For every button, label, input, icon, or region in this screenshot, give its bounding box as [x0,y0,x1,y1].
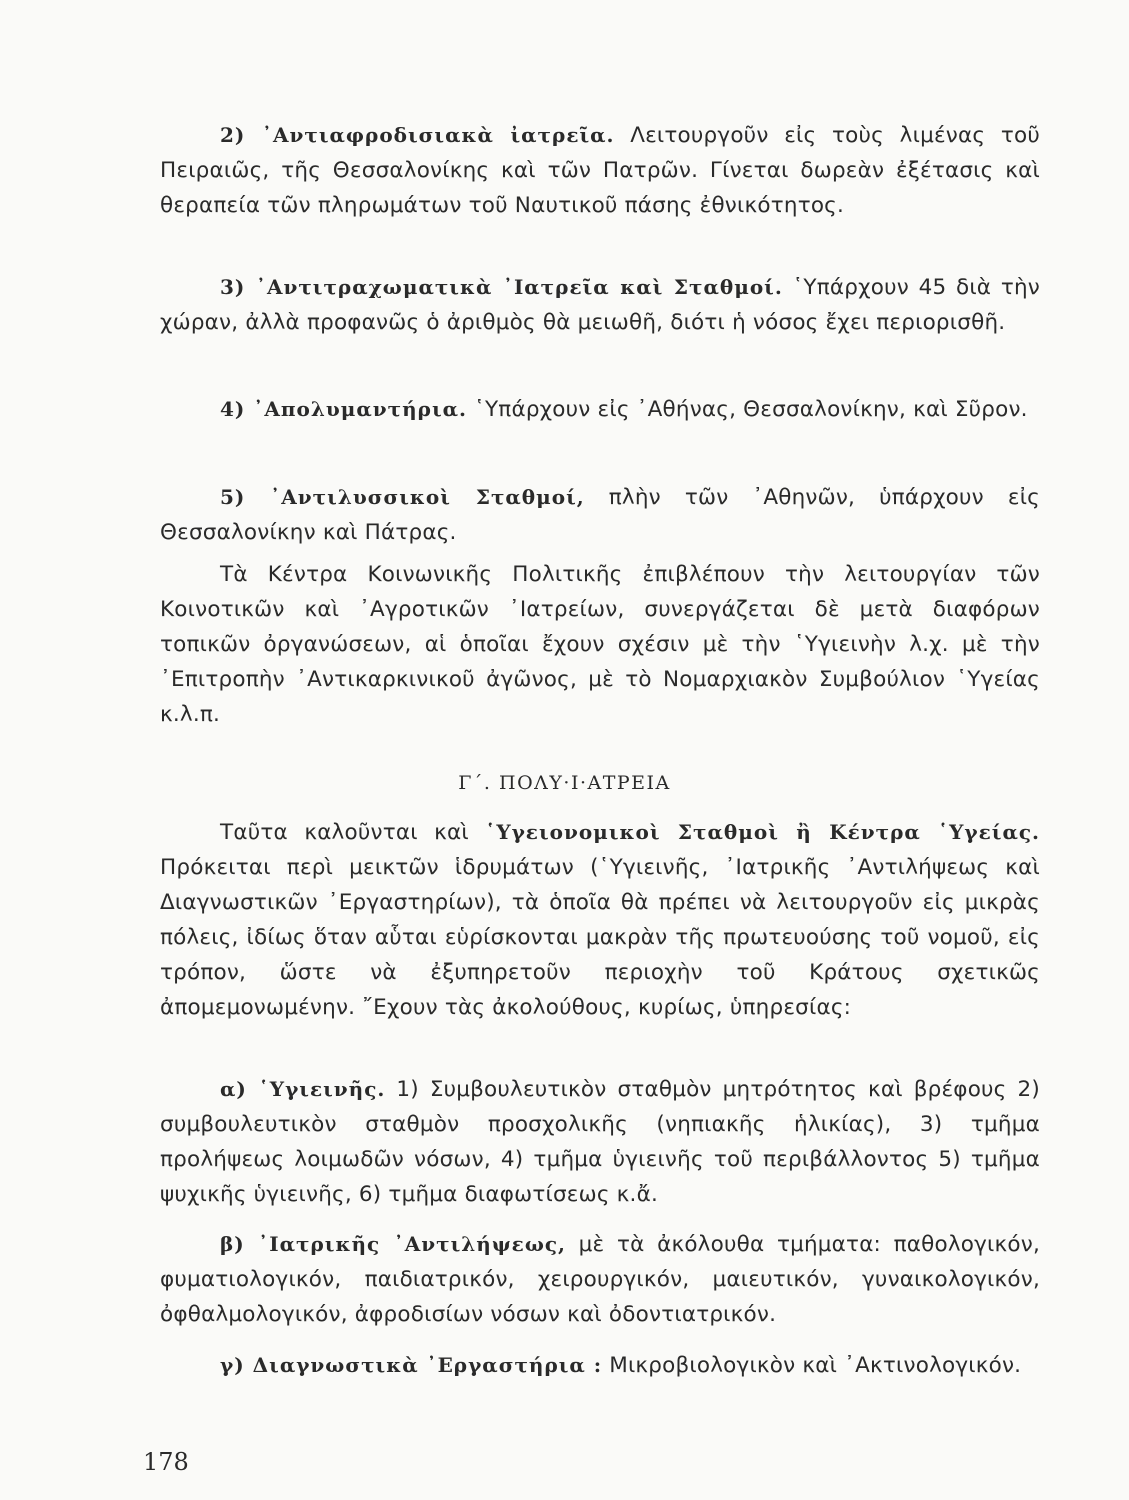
paragraph-text: πλὴν τῶν ᾿Αθηνῶν, ὑπάρχουν εἰς Θεσσαλονίκην καὶ Πάτρας. [160,485,1040,545]
page-number: 178 [143,1448,189,1476]
paragraph-text: Λειτουργοῦν εἰς τοὺς λιμένας τοῦ Πειραιῶς, τῆς Θεσσαλονίκης καὶ τῶν Πατρῶν. Γίνεται δωρεὰν ἐξέτασις καὶ θεραπεία τῶν πληρωμάτων τοῦ Ναυτικοῦ πάσης ἐθνικότητος. [160,123,1040,218]
paragraph-polyiatreia [160,815,1040,1025]
paragraph-heading: 4) ᾿Απολυμαντήρια. [220,397,467,421]
paragraph-text: Μικροβιολογικὸν καὶ ᾿Ακτινολογικόν. [602,1353,1022,1378]
paragraph-text: ῾Υπάρχουν εἰς ᾿Αθήνας, Θεσσαλονίκην, καὶ Σῦρον. [466,397,1028,422]
paragraph-heading: β) ᾿Ιατρικῆς ᾿Αντιλήψεως, [220,1232,566,1256]
paragraph-apolymantiria [160,392,1040,427]
section-heading: Γ΄. ΠΟΛΥ·Ι·ΑΤΡΕΙΑ [458,772,671,794]
paragraph-text: ῾Υπάρχουν 45 διὰ τὴν χώραν, ἀλλὰ προφανῶς ὁ ἀριθμὸς θὰ μειωθῆ, διότι ἡ νόσος ἔχει περιορισθῆ. [160,275,1041,335]
paragraph-heading: γ) Διαγνωστικὰ ᾿Εργαστήρια : [220,1353,603,1377]
paragraph-antiafrodisiaka [160,118,1040,223]
paragraph-antitrachomatika [160,270,1040,340]
paragraph-ygieinis [160,1072,1040,1212]
paragraph-diagnostika [160,1348,1040,1383]
paragraph-lead: Ταῦτα καλοῦνται καὶ [220,820,486,845]
paragraph-text: Τὰ Κέντρα Κοινωνικῆς Πολιτικῆς ἐπιβλέπουν τὴν λειτουργίαν τῶν Κοινοτικῶν καὶ ᾿Αγροτικῶν ᾿Ιατρείων, συνεργάζεται δὲ μετὰ διαφόρων τοπικῶν ὀργανώσεων, αἱ ὁποῖαι ἔχουν σχέσιν μὲ τὴν ῾Υγιεινὴν λ.χ. μὲ τὴν ᾿Επιτροπὴν ᾿Αντικαρκινικοῦ ἀγῶνος, μὲ τὸ Νομαρχιακὸν Συμβούλιον ῾Υγείας κ.λ.π. [160,562,1040,727]
paragraph-heading: 2) ᾿Αντιαφροδισιακὰ ἰατρεῖα. [220,123,615,147]
paragraph-heading: ῾Υγειονομικοὶ Σταθμοὶ ἢ Κέντρα ῾Υγείας. [485,820,1040,844]
paragraph-iatrikis-antilipseos [160,1227,1040,1332]
paragraph-heading: 5) ᾿Αντιλυσσικοὶ Σταθμοί, [220,485,585,509]
paragraph-text: Πρόκειται περὶ μεικτῶν ἱδρυμάτων (῾Υγιεινῆς, ᾿Ιατρικῆς ᾿Αντιλήψεως καὶ Διαγνωστικῶν ᾿Εργαστηρίων), τὰ ὁποῖα θὰ πρέπει νὰ λειτουργοῦν εἰς μικρὰς πόλεις, ἰδίως ὅταν αὗται εὑρίσκονται μακρὰν τῆς πρωτευούσης τοῦ νομοῦ, εἰς τρόπον, ὥστε νὰ ἐξυπηρετοῦν περιοχὴν τοῦ Κράτους σχετικῶς ἀπομεμονωμένην. ῎Εχουν τὰς ἀκολούθους, κυρίως, ὑπηρεσίας: [160,855,1040,1020]
paragraph-heading: α) ῾Υγιεινῆς. [220,1077,386,1101]
paragraph-text: μὲ τὰ ἀκόλουθα τμήματα: παθολογικόν, φυματιολογικόν, παιδιατρικόν, χειρουργικόν, μαιευτικόν, γυναικολογικόν, ὀφθαλμολογικόν, ἀφροδισίων νόσων καὶ ὀδοντιατρικόν. [160,1232,1040,1327]
paragraph-heading: 3) ᾿Αντιτραχωματικὰ ᾿Ιατρεῖα καὶ Σταθμοί. [220,275,783,299]
paragraph-text: 1) Συμβουλευτικὸν σταθμὸν μητρότητος καὶ βρέφους 2) συμβουλευτικὸν σταθμὸν προσχολικῆς (νηπιακῆς ἡλικίας), 3) τμῆμα προλήψεως λοιμωδῶν νόσων, 4) τμῆμα ὑγιεινῆς τοῦ περιβάλλοντος 5) τμῆμα ψυχικῆς ὑγιεινῆς, 6) τμῆμα διαφωτίσεως κ.ἄ. [160,1077,1040,1207]
paragraph-antilyssikoi [160,480,1040,550]
paragraph-kentra-koinonikis [160,557,1040,732]
